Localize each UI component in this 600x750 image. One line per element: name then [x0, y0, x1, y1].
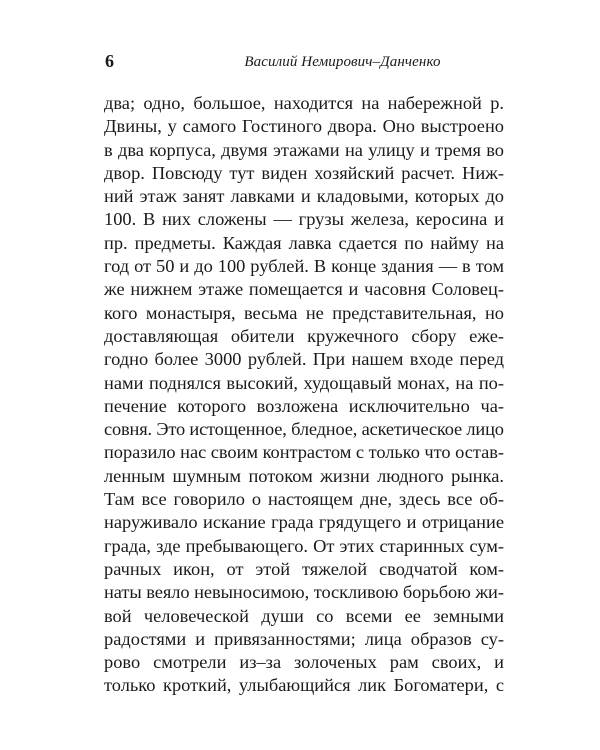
text-line: двор. Повсюду тут виден хозяйский расчет. Ниж-: [104, 162, 504, 183]
text-line: же нижнем этаже помещается и часовня Соловец-: [104, 279, 504, 300]
text-line: нами поднялся высокий, худощавый монах, на по-: [104, 372, 505, 393]
page-number: 6: [105, 51, 114, 71]
text-line: Там все говорило о настоящем дне, здесь все об-: [104, 489, 504, 510]
text-line: наруживало искание града грядущего и отрицание: [104, 512, 504, 533]
text-line: рово смотрели из–за золоченых рам своих, и: [104, 652, 504, 673]
text-line: только кроткий, улыбающийся лик Богоматери, с: [104, 675, 505, 696]
text-line: кого монастыря, весьма не представительная, но: [104, 302, 504, 323]
text-line: наты веяло невыносимою, тоскливою борьбою жи-: [104, 582, 504, 603]
text-line: год от 50 и до 100 рублей. В конце здания — в том: [104, 256, 504, 277]
text-line: два; одно, большое, находится на набережной р.: [104, 93, 504, 113]
text-line: вой человеческой души со всеми ее земными: [104, 605, 504, 626]
text-line: совня. Это истощенное, бледное, аскетическое лицо: [104, 419, 504, 440]
text-line: поразило нас своим контрастом с только что остав-: [104, 442, 504, 463]
text-line: годно более 3000 рублей. При нашем входе перед: [104, 349, 504, 370]
text-line: печение которого возложена исключительно ча-: [104, 395, 504, 416]
body-text: [104, 92, 504, 698]
text-line: 100. В них сложены — грузы железа, керосина и: [104, 209, 504, 230]
text-line: ленным шумным потоком жизни людного рынка.: [104, 465, 504, 486]
text-line: в два корпуса, двумя этажами на улицу и тремя во: [104, 139, 504, 160]
running-head: Василий Немирович–Данченко: [244, 54, 441, 70]
text-line: Двины, у самого Гостиного двора. Оно выстроено: [104, 116, 504, 137]
text-line: града, зде пребывающего. От этих старинных сум-: [104, 535, 504, 556]
text-line: рачных икон, от этой тяжелой сводчатой ком-: [104, 558, 504, 579]
text-line: пр. предметы. Каждая лавка сдается по найму на: [104, 232, 504, 253]
text-line: доставляющая обители кружечного сбору еже-: [104, 325, 504, 346]
text-line: радостями и привязанностями; лица образов су-: [104, 628, 504, 649]
text-line: ний этаж занят лавками и кладовыми, которых до: [104, 186, 504, 207]
